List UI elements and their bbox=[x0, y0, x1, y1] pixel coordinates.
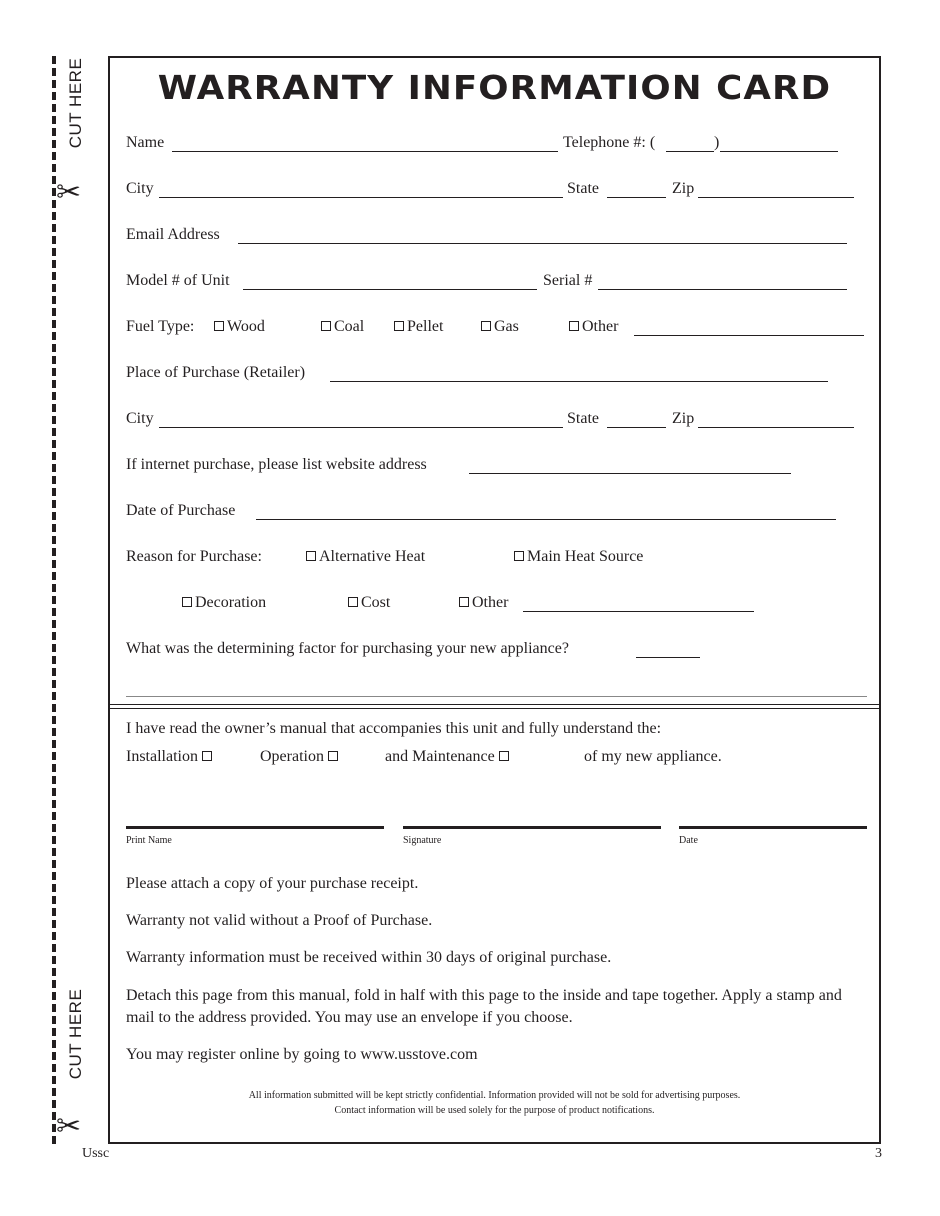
cut-here-label-top: CUT HERE bbox=[66, 57, 85, 149]
retailer-state-field[interactable] bbox=[607, 409, 666, 428]
manual-operation[interactable]: Operation bbox=[260, 748, 341, 766]
email-field[interactable] bbox=[238, 225, 847, 244]
place-label: Place of Purchase (Retailer) bbox=[126, 364, 306, 381]
reason-cost[interactable]: Cost bbox=[348, 594, 390, 612]
place-field[interactable] bbox=[330, 363, 828, 382]
checkbox-icon[interactable] bbox=[202, 751, 212, 761]
reason-alternative-heat[interactable]: Alternative Heat bbox=[306, 548, 425, 566]
note-receipt: Please attach a copy of your purchase receipt. bbox=[126, 875, 419, 892]
reason-decoration[interactable]: Decoration bbox=[182, 594, 266, 612]
signature-label: Signature bbox=[403, 835, 442, 846]
note-30-days: Warranty information must be received within 30 days of original purchase. bbox=[126, 949, 612, 966]
internet-label: If internet purchase, please list website address bbox=[126, 456, 427, 473]
checkbox-icon[interactable] bbox=[348, 597, 358, 607]
checkbox-icon[interactable] bbox=[499, 751, 509, 761]
note-proof: Warranty not valid without a Proof of Purchase. bbox=[126, 912, 433, 929]
note-detach: Detach this page from this manual, fold in half with this page to the inside and tape together. Apply a stamp and mail to the address provided. You may use an envelope if you choose. bbox=[126, 987, 842, 1026]
checkbox-icon[interactable] bbox=[394, 321, 404, 331]
checkbox-icon[interactable] bbox=[321, 321, 331, 331]
state-field[interactable] bbox=[607, 179, 666, 198]
print-name-line[interactable] bbox=[126, 826, 384, 829]
note-register-online: You may register online by going to www.usstove.com bbox=[126, 1046, 478, 1063]
internet-row bbox=[126, 452, 863, 476]
telephone-field[interactable] bbox=[720, 133, 838, 152]
telephone-label: Telephone #: ( bbox=[563, 134, 656, 151]
section-divider bbox=[110, 708, 879, 709]
retailer-zip-field[interactable] bbox=[698, 409, 854, 428]
factor-short-field[interactable] bbox=[636, 639, 700, 658]
reason-main-heat-source[interactable]: Main Heat Source bbox=[514, 548, 643, 566]
city-label: City bbox=[126, 180, 154, 197]
name-field[interactable] bbox=[172, 133, 558, 152]
zip-field[interactable] bbox=[698, 179, 854, 198]
place-row bbox=[126, 360, 863, 384]
reason-label: Reason for Purchase: bbox=[126, 548, 262, 565]
manual-statement: I have read the owner’s manual that accompanies this unit and fully understand the: bbox=[126, 720, 662, 737]
factor-label: What was the determining factor for purchasing your new appliance? bbox=[126, 640, 569, 657]
website-field[interactable] bbox=[469, 455, 791, 474]
date-label: Date of Purchase bbox=[126, 502, 236, 519]
retailer-state-label: State bbox=[567, 410, 599, 427]
fuel-other-field[interactable] bbox=[634, 317, 864, 336]
section-divider bbox=[110, 704, 879, 705]
manual-checkbox-row bbox=[126, 744, 863, 768]
footer-left: Ussc bbox=[82, 1146, 110, 1161]
email-row bbox=[126, 222, 863, 246]
fuel-type-row bbox=[126, 314, 863, 338]
checkbox-icon[interactable] bbox=[569, 321, 579, 331]
manual-installation[interactable]: Installation bbox=[126, 748, 215, 766]
signature-line[interactable] bbox=[403, 826, 661, 829]
cut-line bbox=[52, 56, 56, 1144]
scissors-icon: ✂ bbox=[56, 175, 82, 210]
reason-other-field[interactable] bbox=[523, 593, 754, 612]
manual-suffix: of my new appliance. bbox=[584, 748, 722, 765]
fine-print-confidential: All information submitted will be kept strictly confidential. Information provided will not be sold for advertising purposes. bbox=[248, 1090, 741, 1101]
print-name-label: Print Name bbox=[126, 835, 172, 846]
city-field[interactable] bbox=[159, 179, 563, 198]
checkbox-icon[interactable] bbox=[306, 551, 316, 561]
telephone-close: ) bbox=[714, 134, 720, 151]
serial-field[interactable] bbox=[598, 271, 847, 290]
fuel-option-pellet[interactable]: Pellet bbox=[394, 318, 443, 336]
page-number: 3 bbox=[875, 1146, 882, 1161]
checkbox-icon[interactable] bbox=[182, 597, 192, 607]
factor-row bbox=[126, 636, 863, 660]
reason-other[interactable]: Other bbox=[459, 594, 508, 612]
fuel-option-other[interactable]: Other bbox=[569, 318, 618, 336]
scissors-icon: ✂ bbox=[56, 1109, 82, 1144]
reason-row-2 bbox=[126, 590, 863, 614]
manual-maintenance[interactable]: and Maintenance bbox=[385, 748, 512, 766]
checkbox-icon[interactable] bbox=[459, 597, 469, 607]
date-line[interactable] bbox=[679, 826, 867, 829]
city-row bbox=[126, 176, 863, 200]
factor-answer-field[interactable] bbox=[126, 678, 867, 697]
cut-here-label-bottom: CUT HERE bbox=[66, 988, 85, 1080]
retailer-city-field[interactable] bbox=[159, 409, 563, 428]
model-label: Model # of Unit bbox=[126, 272, 230, 289]
fine-print-contact: Contact information will be used solely for the purpose of product notifications. bbox=[334, 1105, 655, 1116]
name-row bbox=[126, 130, 863, 154]
state-label: State bbox=[567, 180, 599, 197]
fuel-option-gas[interactable]: Gas bbox=[481, 318, 519, 336]
model-row bbox=[126, 268, 863, 292]
fuel-option-wood[interactable]: Wood bbox=[214, 318, 265, 336]
signature-date-label: Date bbox=[679, 835, 698, 846]
reason-row bbox=[126, 544, 863, 568]
checkbox-icon[interactable] bbox=[481, 321, 491, 331]
retailer-city-label: City bbox=[126, 410, 154, 427]
retailer-city-row bbox=[126, 406, 863, 430]
card-title: WARRANTY INFORMATION CARD bbox=[157, 68, 832, 107]
zip-label: Zip bbox=[672, 180, 695, 197]
fuel-type-label: Fuel Type: bbox=[126, 318, 195, 335]
name-label: Name bbox=[126, 134, 165, 151]
model-field[interactable] bbox=[243, 271, 537, 290]
warranty-card bbox=[108, 56, 881, 1144]
area-code-field[interactable] bbox=[666, 133, 714, 152]
checkbox-icon[interactable] bbox=[514, 551, 524, 561]
checkbox-icon[interactable] bbox=[328, 751, 338, 761]
checkbox-icon[interactable] bbox=[214, 321, 224, 331]
date-field[interactable] bbox=[256, 501, 836, 520]
retailer-zip-label: Zip bbox=[672, 410, 695, 427]
serial-label: Serial # bbox=[543, 272, 593, 289]
email-label: Email Address bbox=[126, 226, 220, 243]
date-row bbox=[126, 498, 863, 522]
fuel-option-coal[interactable]: Coal bbox=[321, 318, 364, 336]
